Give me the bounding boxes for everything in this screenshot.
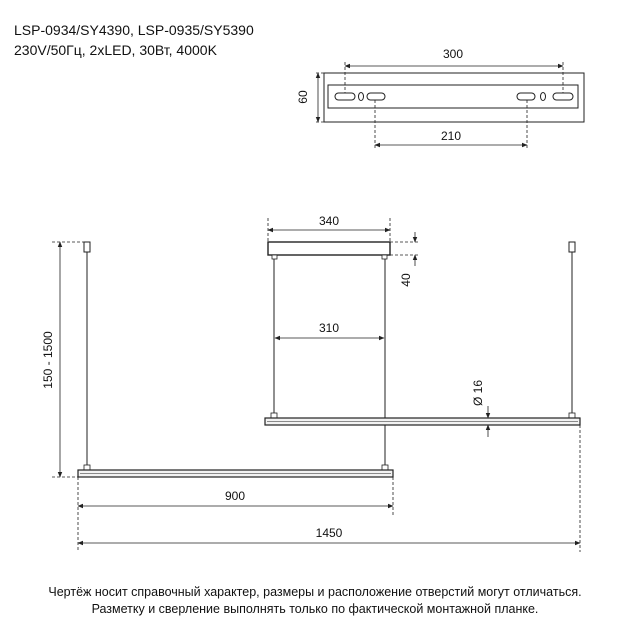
label-cable-spacing: 310: [318, 321, 340, 335]
label-plate-width: 300: [442, 47, 464, 61]
clamp-lower-right: [382, 465, 388, 470]
plate-slot-left-1: [335, 93, 355, 100]
label-canopy-width: 340: [318, 214, 340, 228]
plate-slot-right-1: [517, 93, 535, 100]
disclaimer-line-1: Чертёж носит справочный характер, размеры и расположение отверстий могут отличаться.: [48, 585, 582, 599]
clamp-upper-left: [271, 413, 277, 418]
ceiling-anchor-right: [569, 242, 575, 252]
canopy-clamp-right: [382, 255, 387, 259]
upper-light-bar: [265, 418, 580, 425]
suspension-cables: [87, 252, 572, 470]
plate-slot-left-2: [367, 93, 385, 100]
clamp-lower-left: [84, 465, 90, 470]
label-lower-bar-length: 900: [224, 489, 246, 503]
label-canopy-height: 40: [399, 273, 413, 287]
label-profile-diameter: Ø 16: [471, 379, 485, 407]
electrical-specs: 230V/50Гц, 2xLED, 30Вт, 4000K: [14, 42, 217, 58]
disclaimer-line-2: Разметку и сверление выполнять только по фактической монтажной планке.: [91, 602, 539, 616]
label-plate-height: 60: [296, 90, 310, 104]
plate-hole-right: [541, 93, 546, 101]
plate-hole-left: [359, 93, 364, 101]
model-numbers: LSP-0934/SY4390, LSP-0935/SY5390: [14, 22, 254, 38]
ceiling-anchor-left: [84, 242, 90, 252]
canopy-clamp-left: [272, 255, 277, 259]
disclaimer: [0, 584, 630, 618]
canopy: [268, 242, 390, 255]
label-plate-holes: 210: [440, 129, 462, 143]
plate-slot-right-2: [553, 93, 573, 100]
label-total-length: 1450: [315, 526, 343, 540]
label-suspension-height: 150 - 1500: [41, 331, 55, 389]
mounting-plate: [324, 73, 584, 122]
lower-light-bar: [78, 470, 393, 477]
clamp-upper-right: [569, 413, 575, 418]
